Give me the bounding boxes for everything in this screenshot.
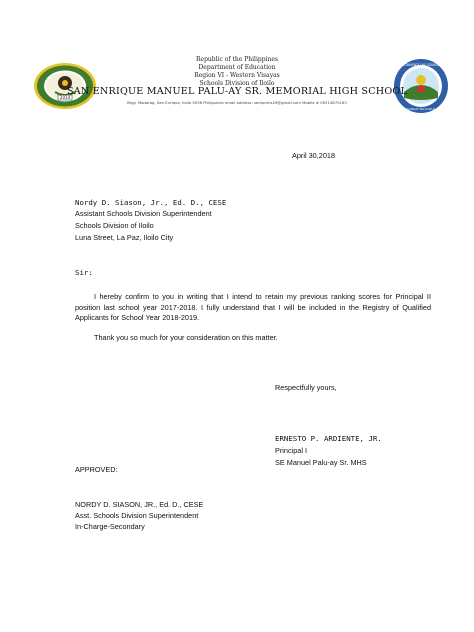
header-line-region: Region VI - Western Visayas	[194, 72, 280, 79]
recipient-name: Nordy D. Siason, Jr., Ed. D., CESE	[75, 198, 227, 207]
closing: Respectfully yours,	[275, 383, 337, 392]
signatory-school: SE Manuel Palu-ay Sr. MHS	[275, 458, 367, 467]
approver-title: Asst. Schools Division Superintendent	[75, 511, 199, 520]
recipient-title: Assistant Schools Division Superintendent	[75, 209, 212, 218]
recipient-office: Schools Division of Iloilo	[75, 221, 154, 230]
letter-date: April 30,2018	[292, 151, 336, 160]
seal-year: 2014	[59, 95, 71, 100]
salutation: Sir:	[75, 268, 93, 277]
signatory-name: ERNESTO P. ARDIENTE, JR.	[275, 434, 382, 443]
header-line-department: Department of Education	[198, 64, 276, 71]
deped-seal-text: DEPARTAMENTO NG EDUKASYON	[394, 63, 448, 67]
body-paragraph-1: I hereby confirm to you in writing that I intend to retain my previous ranking scores for Principal II position last school year 2017-2018. I fully understand that I will be included in the Registry of Qualified Applicants for School Year 2018-2019.	[75, 292, 431, 323]
approved-label: APPROVED:	[75, 465, 118, 474]
header-line-division: Schools Division of Iloilo	[199, 80, 275, 87]
approver-name: NORDY D. SIASON, JR., Ed. D., CESE	[75, 500, 204, 509]
deped-seal-subtext: SANGAY NG ILOILO	[406, 107, 436, 111]
signatory-title: Principal I	[275, 446, 308, 455]
school-name: SAN ENRIQUE MANUEL PALU-AY SR. MEMORIAL HIGH SCHOOL	[66, 86, 408, 97]
recipient-address: Luna Street, La Paz, Iloilo City	[75, 233, 174, 242]
approver-role: In-Charge-Secondary	[75, 522, 145, 531]
body-paragraph-2: Thank you so much for your consideration on this matter.	[94, 333, 278, 342]
header-line-republic: Republic of the Philippines	[196, 56, 278, 63]
school-address: Brgy. Madarag, San Enrique, Iloilo 5036 Philippines email address: sempmhs29@gmail.com Mobile # 09214670183	[127, 100, 347, 105]
